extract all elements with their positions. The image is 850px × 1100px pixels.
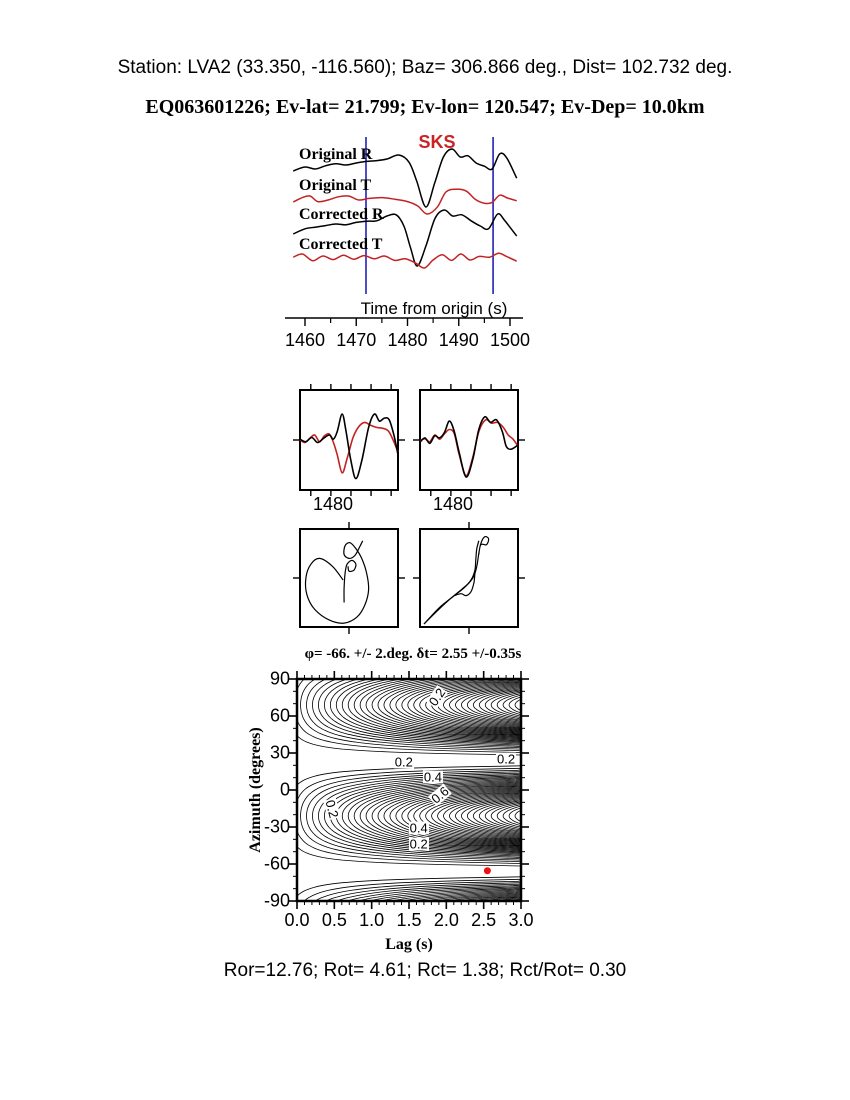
lag-tick-label: 2.5 [471,910,497,930]
lag-tick-label: 0.5 [321,910,347,930]
corrected-t-trace [293,253,517,268]
azimuth-tick-label: 30 [269,742,290,763]
splitting-result-annotation: φ= -66. +/- 2.deg. δt= 2.55 +/-0.35s [304,646,522,662]
red-trace [420,420,518,476]
particle-motion-path [425,541,479,623]
time-tick-label: 1470 [336,330,377,350]
contour-value-label: 0.2 [409,836,428,852]
azimuth-tick-label: -30 [263,816,290,837]
energy-ratio-footer: Ror=12.76; Rot= 4.61; Rct= 1.38; Rct/Rot= 0.30 [223,960,627,981]
error-surface-contour [289,671,529,909]
black-trace [420,417,518,477]
time-tick-label: 1480 [387,330,428,350]
azimuth-tick-label: 0 [279,779,290,800]
trace-label-corrected-r: Corrected R [299,206,384,223]
azimuth-tick-label: -60 [263,853,290,874]
contour-value-label: 0.2 [497,751,516,767]
trace-label-corrected-t: Corrected T [299,236,383,253]
lag-tick-label: 0.0 [284,910,310,930]
particle-motion-panels [293,522,525,634]
particle-motion-path [424,537,489,625]
station-title: Station: LVA2 (33.350, -116.560); Baz= 306.866 deg., Dist= 102.732 deg. [117,57,733,78]
split-window-tick-left: 1480 [312,494,354,514]
contour-value-label: 0.2 [394,754,413,770]
contour-value-label: 0.4 [423,769,442,785]
particle-motion-path [344,560,356,602]
contour-value-label: 0.6 [428,783,453,807]
time-axis [285,318,523,326]
lag-tick-label: 1.5 [396,910,422,930]
contour-value-label: 0.2 [322,798,342,820]
lag-tick-label: 3.0 [508,910,534,930]
azimuth-tick-label: 90 [269,668,290,689]
trace-label-original-r: Original R [299,146,373,163]
sks-phase-label: SKS [418,132,456,152]
lag-axis-title: Lag (s) [385,936,433,953]
black-trace [300,414,398,479]
lag-tick-label: 2.0 [433,910,459,930]
lag-tick-label: 1.0 [359,910,385,930]
time-tick-label: 1490 [438,330,479,350]
time-tick-label: 1460 [284,330,326,350]
contour-value-label: 0.2 [426,685,449,709]
event-title: EQ063601226; Ev-lat= 21.799; Ev-lon= 120.547; Ev-Dep= 10.0km [145,96,705,118]
contour-value-label: 0.4 [409,820,428,836]
split-compare-panels [293,384,525,496]
azimuth-tick-label: 60 [269,705,290,726]
time-tick-label: 1500 [489,330,531,350]
particle-motion-path [306,541,369,623]
split-window-tick-right: 1480 [432,494,474,514]
time-axis-title: Time from origin (s) [360,299,508,318]
trace-label-original-t: Original T [299,177,372,194]
azimuth-axis-title: Azimuth (degrees) [247,727,264,853]
azimuth-tick-label: -90 [263,890,290,911]
best-solution-dot [484,867,491,874]
